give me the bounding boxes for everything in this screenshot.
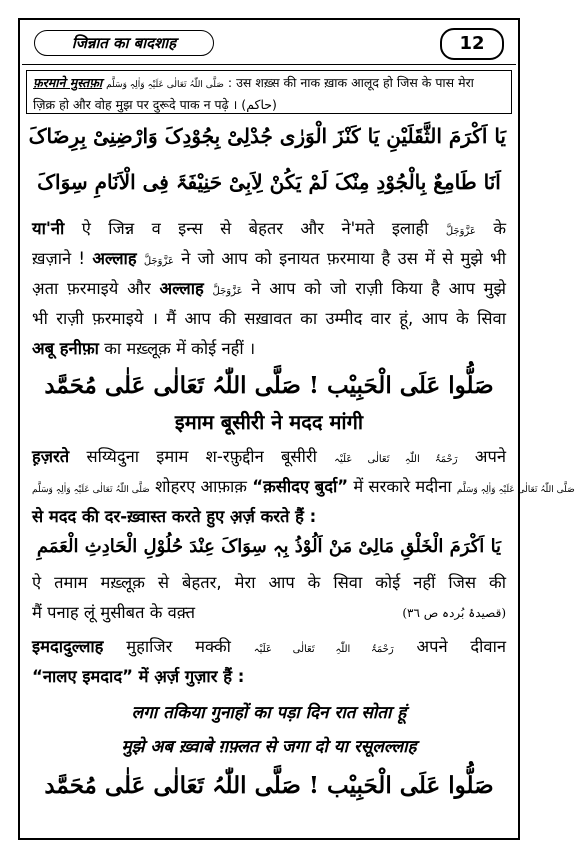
darood-1: صَلُّوا عَلَی الْحَبِیْب ! صَلَّی اللّٰہُ تَعَالٰی عَلٰی مُحَمَّد bbox=[44, 372, 494, 399]
azza-wajal: عَزَّوَجَلَّ bbox=[143, 256, 174, 267]
azza-wajal: عَزَّوَجَلَّ bbox=[212, 286, 243, 297]
arabic-couplet-2: اَنَا طَامِعٌ بِالْجُوْدِ مِنْکَ لَمْ یَکُنْ لِاَبِیْ حَنِیْفَۃَ فِی الْاَنَامِ سِوَاکَ bbox=[37, 170, 501, 194]
arabic-couplet-3: یَا اَکْرَمَ الْخَلْقِ مَالِیْ مَنْ اَلُوْذُ بِہٖ سِوَاکَ عِنْدَ حُلُوْلِ الْحَادِثِ الْعَمَمِ bbox=[36, 536, 502, 557]
translation-line1: ऐ तमाम मख़्लूक़ से बेहतर, मेरा आप के सिवा कोई नहीं जिस की bbox=[32, 573, 506, 592]
para1-text2a: ख़ज़ाने ! bbox=[32, 249, 86, 268]
poem-line1: लगा तकिया गुनाहों का पड़ा दिन रात सोता हूं bbox=[131, 703, 407, 723]
quote-salawat: صَلَّى اللّٰہُ تَعَالٰی عَلَیْہِ وَاٰلِہٖ وَسَلَّم bbox=[106, 80, 224, 90]
darood-2: صَلُّوا عَلَی الْحَبِیْب ! صَلَّی اللّٰہُ تَعَالٰی عَلٰی مُحَمَّد bbox=[44, 772, 494, 799]
para2-line2 bbox=[32, 474, 575, 503]
para3-line2: “नालए इमदाद” में अ़र्ज़ गुज़ार हैं : bbox=[32, 667, 245, 686]
para1-text1-end: के bbox=[493, 219, 506, 238]
para1-text3b: ने आप को जो राज़ी किया है आप मुझे bbox=[251, 279, 506, 298]
translation-line2 bbox=[32, 600, 506, 626]
quote-text-2: ज़िक्र हो और वोह मुझ पर दुरूदे पाक न पढ़े । (حاکم) bbox=[33, 97, 277, 112]
farmane-mustafa-box bbox=[26, 70, 512, 114]
rahmatullah-alaih: رَحْمَۃُ اللّٰہِ تَعَالٰی عَلَیْہ bbox=[334, 454, 458, 465]
salawat-inline: صَلَّی اللّٰہُ تَعَالٰی عَلَیْہِ وَاٰلِہٖ وَسَلَّم bbox=[456, 485, 575, 495]
allah-word: अल्लाह bbox=[159, 279, 204, 298]
page-frame bbox=[18, 18, 575, 840]
imdadullah: इमदादुल्लाह bbox=[32, 637, 104, 656]
qasida-burda: “क़सीदए बुर्दा” bbox=[252, 477, 349, 496]
yani-label: या'नी bbox=[32, 219, 65, 238]
para1-line1 bbox=[32, 216, 506, 245]
para2-line1 bbox=[32, 444, 506, 473]
para1-line2 bbox=[32, 246, 506, 275]
para2-text1-end: अपने bbox=[474, 447, 506, 466]
quote-label: फ़रमाने मुस्तफ़ा bbox=[33, 75, 103, 90]
quote-text-1: : उस शख़्स की नाक ख़ाक आलूद हो जिस के पास मेरा bbox=[227, 75, 474, 90]
para1-text3a: अ़ता फ़रमाइये और bbox=[32, 279, 151, 298]
book-title: जिन्नात का बादशाह bbox=[34, 30, 214, 56]
salawat-inline: صَلَّی اللّٰہُ تَعَالٰی عَلَیْہِ وَاٰلِہٖ وَسَلَّم bbox=[32, 485, 150, 495]
para3-line1 bbox=[32, 634, 506, 663]
para1-line3 bbox=[32, 276, 506, 305]
abu-hanifa: अबू हनीफ़ा bbox=[32, 339, 99, 358]
para2-text1: सय्यिदुना इमाम श-रफ़ुद्दीन बूसीरी bbox=[86, 447, 317, 466]
reference: (قصیدۂ بُردہ ص ٣٦) bbox=[402, 606, 506, 620]
section-heading: इमाम बूसीरी ने मदद मांगी bbox=[174, 410, 364, 434]
para1-text2b: ने जो आप को इनायत फ़रमाया है उस में से मुझे भी bbox=[181, 249, 507, 268]
para2-text2b: में सरकारे मदीना bbox=[353, 477, 452, 496]
para1-text1: ऐ जिन्न व इन्स से बेहतर और ने'मते इलाही bbox=[81, 219, 429, 238]
hazrate: ह़ज़रते bbox=[32, 447, 70, 466]
translation-text2: मैं पनाह लूं मुसीबत के वक़्त bbox=[32, 603, 196, 622]
poem-line2: मुझे अब ख़्वाबे ग़फ़्लत से जगा दो या रसूलल्लाह bbox=[121, 737, 417, 757]
para1-text5: का मख़्लूक़ में कोई नहीं । bbox=[104, 339, 256, 358]
azza-wajal: عَزَّوَجَلَّ bbox=[445, 226, 476, 237]
para3-text1-end: अपने दीवान bbox=[416, 637, 507, 656]
para2-text2a: शोहरए आफ़ाक़ bbox=[155, 477, 247, 496]
para3-text1: मुहाजिर मक्की bbox=[126, 637, 231, 656]
para1-line5 bbox=[32, 336, 506, 362]
para2-line3: से मदद की दर-ख़्वास्त करते हुए अ़र्ज़ करते हैं : bbox=[32, 507, 317, 526]
rahmatullah-alaih: رَحْمَۃُ اللّٰہِ تَعَالٰی عَلَیْہ bbox=[253, 644, 394, 655]
arabic-couplet-1: یَا اَکْرَمَ الثَّقَلَیْنِ یَا کَنْزَ الْوَرٰی جُدْلِیْ بِجُوْدِکَ وَارْضِنِیْ بِرِضَاکَ bbox=[28, 124, 506, 148]
page-number: 12 bbox=[440, 28, 504, 60]
para1-line4: भी राज़ी फ़रमाइये । मैं आप की सख़ावत का उम्मीद वार हूं, आप के सिवा bbox=[32, 309, 506, 328]
header-divider bbox=[22, 64, 516, 65]
page-header bbox=[20, 20, 518, 66]
allah-word: अल्लाह bbox=[92, 249, 137, 268]
